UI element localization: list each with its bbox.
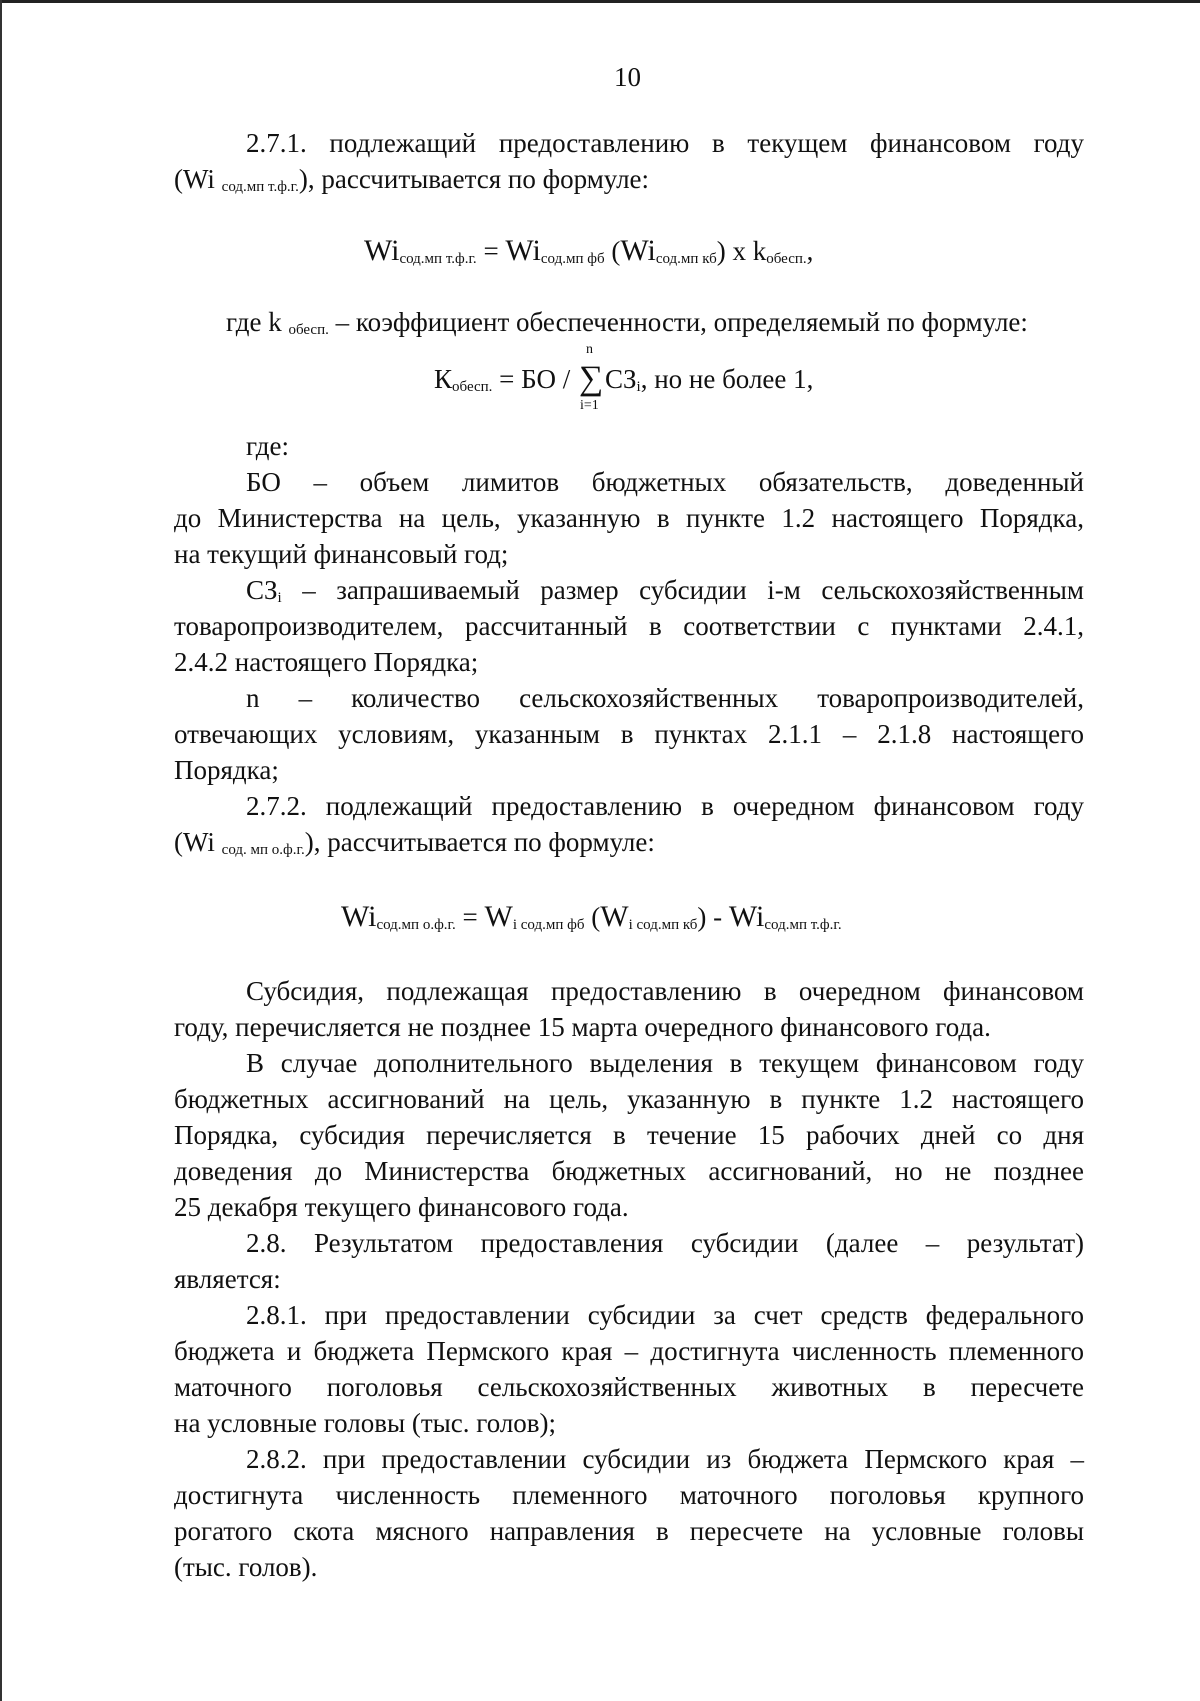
paragraph-line: бюджетных ассигнований на цель, указанную в пункте 1.2 настоящего [174,1084,1084,1114]
paragraph-line: 2.7.1. подлежащий предоставлению в текущем финансовом году [246,128,1084,158]
paragraph-line: 2.8.2. при предоставлении субсидии из бюджета Пермского края – [246,1444,1084,1474]
paragraph-line: является: [174,1264,281,1294]
paragraph-line: БО – объем лимитов бюджетных обязательств, доведенный [246,467,1084,497]
paragraph-line: 25 декабря текущего финансового года. [174,1192,629,1222]
paragraph-line: достигнута численность племенного маточного поголовья крупного [174,1480,1084,1510]
paragraph-line: $СЗ_i$ – запрашиваемый размер субсидии i-м сельскохозяйственным [246,575,1084,606]
paragraph-line: бюджета и бюджета Пермского края – достигнута численность племенного [174,1336,1084,1366]
paragraph-line: 2.8. Результатом предоставления субсидии (далее – результат) [246,1228,1084,1258]
paragraph-line: Порядка; [174,755,279,785]
formula-coefficient: $К_{обесп.}$ = БО / n ∑ i=1 $СЗ_i$, но не более 1, [434,342,814,413]
paragraph-line: на текущий финансовый год; [174,539,509,569]
scan-edge-top [0,0,1200,3]
coefficient-definition: где k $_{обесп.}$ – коэффициент обеспеченности, определяемый по формуле: [226,307,1028,338]
paragraph-line: n – количество сельскохозяйственных товаропроизводителей, [246,683,1084,713]
closing-paragraphs [174,973,1084,1585]
paragraph-2-7-1 [174,125,1084,197]
paragraph-line: Субсидия, подлежащая предоставлению в очередном финансовом [246,976,1084,1006]
scan-edge-left [0,0,2,1701]
sum-symbol: n ∑ i=1 [578,342,604,413]
paragraph-line: доведения до Министерства бюджетных ассигнований, но не позднее [174,1156,1084,1186]
paragraph-line: (Wi $_{сод.мп т.ф.г.}$), рассчитывается по формуле: [174,164,650,195]
paragraph-line: 2.4.2 настоящего Порядка; [174,647,479,677]
paragraph-line: 2.8.1. при предоставлении субсидии за счет средств федерального [246,1300,1084,1330]
paragraph-line: В случае дополнительного выделения в текущем финансовом году [246,1048,1084,1078]
page-number: 10 [614,62,641,92]
paragraph-line: отвечающих условиям, указанным в пунктах 2.1.1 – 2.1.8 настоящего [174,719,1084,749]
formula-current-year: $Wi_{сод.мп т.ф.г.} = Wi_{сод.мп фб}$ $(Wi_{сод.мп кб})$ х $k_{обесп.}$, [364,234,814,267]
paragraph-line: (Wi $_{сод. мп о.ф.г.}$), рассчитывается по формуле: [174,827,655,858]
paragraph-line: товаропроизводителем, рассчитанный в соответствии с пунктами 2.4.1, [174,611,1084,641]
paragraph-line: до Министерства на цель, указанную в пункте 1.2 настоящего Порядка, [174,503,1084,533]
paragraph-line: на условные головы (тыс. голов); [174,1408,557,1438]
where-label: где: [246,431,289,461]
paragraph-line: Порядка, субсидия перечисляется в течение 15 рабочих дней со дня [174,1120,1084,1150]
paragraph-line: 2.7.2. подлежащий предоставлению в очередном финансовом году [246,791,1084,821]
paragraph-line: году, перечисляется не позднее 15 марта очередного финансового года. [174,1012,991,1042]
formula-next-year: $Wi_{сод.мп о.ф.г.} = W_{i сод.мп фб}$ $(W_{i сод.мп кб}) - Wi_{сод.мп т.ф.г.}$ [341,900,842,933]
paragraph-line: маточного поголовья сельскохозяйственных животных в пересчете [174,1372,1084,1402]
paragraph-line: (тыс. голов). [174,1552,318,1582]
definitions [174,428,1084,860]
paragraph-line: рогатого скота мясного направления в пересчете на условные головы [174,1516,1084,1546]
